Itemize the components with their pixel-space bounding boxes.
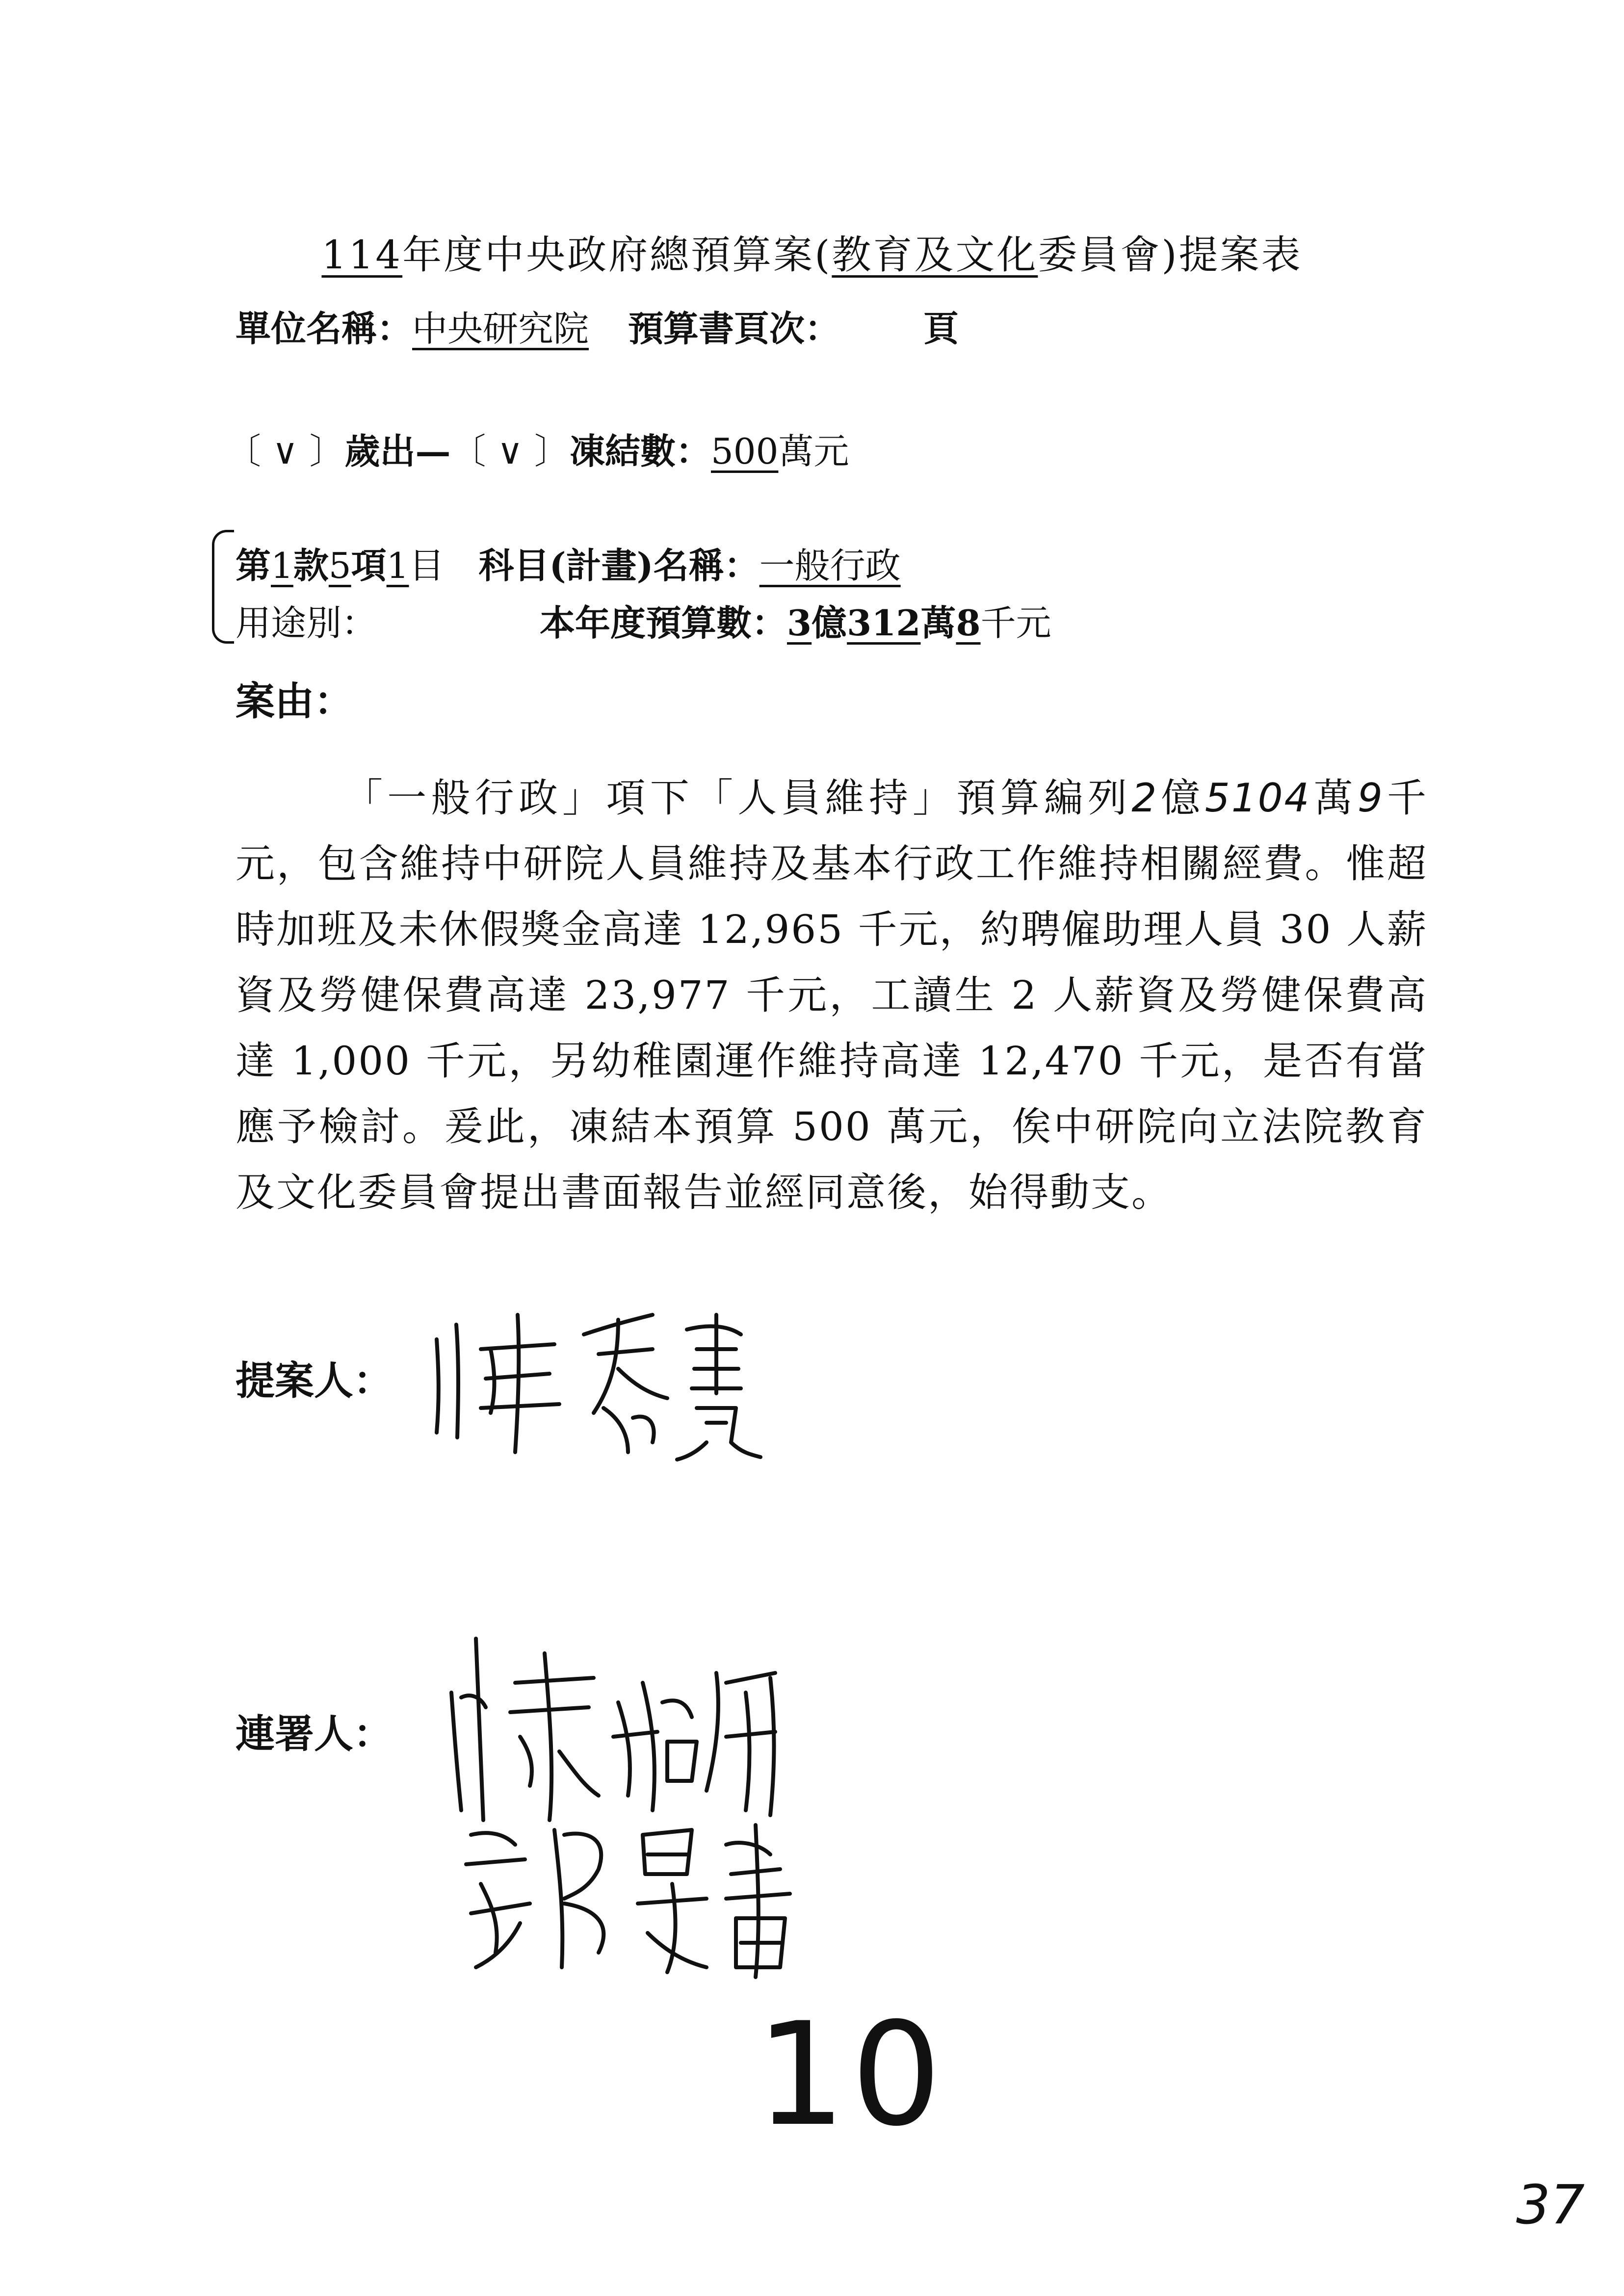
- reason-body: [236, 765, 1428, 1226]
- title-year: 114: [321, 232, 403, 278]
- cosigner-signature-1-icon: [432, 1624, 805, 1830]
- freeze-checkbox: 〔 ∨ 〕: [450, 431, 570, 472]
- title-part2: 委員會)提案表: [1038, 232, 1303, 278]
- reason-label: 案由：: [236, 678, 353, 724]
- budget-yi-unit: 億: [812, 602, 847, 644]
- unit-line: [236, 300, 959, 351]
- budget-wan-unit: 萬: [920, 602, 956, 644]
- title-committee: 教育及文化: [832, 232, 1038, 278]
- proposer-label: 提案人：: [236, 1357, 393, 1404]
- kuan-prefix: 第: [236, 545, 271, 586]
- expense-label: 歲出—: [344, 430, 451, 472]
- subject-label: 科目(計畫)名稱：: [478, 545, 760, 586]
- budget-wan: 312: [847, 602, 921, 644]
- handwritten-wan: 5104: [1205, 775, 1311, 821]
- page-number: 37: [1516, 2173, 1585, 2236]
- budget-qian: 8: [956, 602, 981, 644]
- xiang-number: 5: [328, 545, 351, 586]
- handwritten-yi: 2: [1131, 775, 1158, 821]
- budget-qian-unit: 千元: [980, 602, 1051, 644]
- handwritten-qian: 9: [1357, 775, 1384, 821]
- type-line: [226, 423, 849, 474]
- reason-yi-unit: 億: [1158, 775, 1205, 821]
- budget-label: 本年度預算數：: [540, 602, 787, 644]
- budget-line: [540, 595, 1051, 646]
- cosigner-label: 連署人：: [236, 1711, 393, 1757]
- proposer-signature-icon: [422, 1295, 765, 1462]
- freeze-label: 凍結數：: [569, 430, 711, 472]
- document-title: [0, 223, 1624, 280]
- freeze-unit: 萬元: [778, 431, 849, 472]
- kuan-number: 1: [271, 545, 293, 586]
- usage-line: [236, 595, 377, 646]
- reason-part2: 千元，包含維持中研院人員維持及基本行政工作維持相關經費。惟超時加班及未休假獎金高達 12,965 千元，約聘僱助理人員 30 人薪資及勞健保費高達 23,977 千元，工讀生 2 人薪資及勞健保費高達 1,000 千元，另幼稚園運作維持高達 12,470 千元，是否有當應予檢討。爰此，凍結本預算 500 萬元，俟中研院向立法院教育及文化委員會提出書面報告並經同意後，始得動支。: [236, 775, 1428, 1215]
- xiang-label: 項: [351, 545, 387, 586]
- item-line: [236, 537, 901, 588]
- kuan-label: 款: [293, 545, 329, 586]
- reason-wan-unit: 萬: [1310, 775, 1358, 821]
- page-suffix: 頁: [923, 308, 959, 349]
- handwritten-number: 10: [756, 1992, 947, 2158]
- expense-checkbox: 〔 ∨ 〕: [226, 431, 345, 472]
- cosigner-signature-2-icon: [451, 1805, 814, 1982]
- unit-name: 中央研究院: [412, 308, 589, 349]
- page-label: 預算書頁次：: [628, 308, 840, 349]
- mu-number: 1: [386, 545, 409, 586]
- freeze-amount: 500: [711, 431, 779, 472]
- reason-part1: 「一般行政」項下「人員維持」預算編列: [343, 775, 1132, 821]
- usage-label: 用途別：: [236, 602, 377, 644]
- item-bracket: [212, 530, 234, 644]
- subject-name: 一般行政: [759, 545, 901, 586]
- budget-yi: 3: [787, 602, 812, 644]
- title-part1: 年度中央政府總預算案(: [402, 232, 832, 278]
- unit-label: 單位名稱：: [236, 308, 413, 349]
- mu-label: 目: [409, 545, 445, 586]
